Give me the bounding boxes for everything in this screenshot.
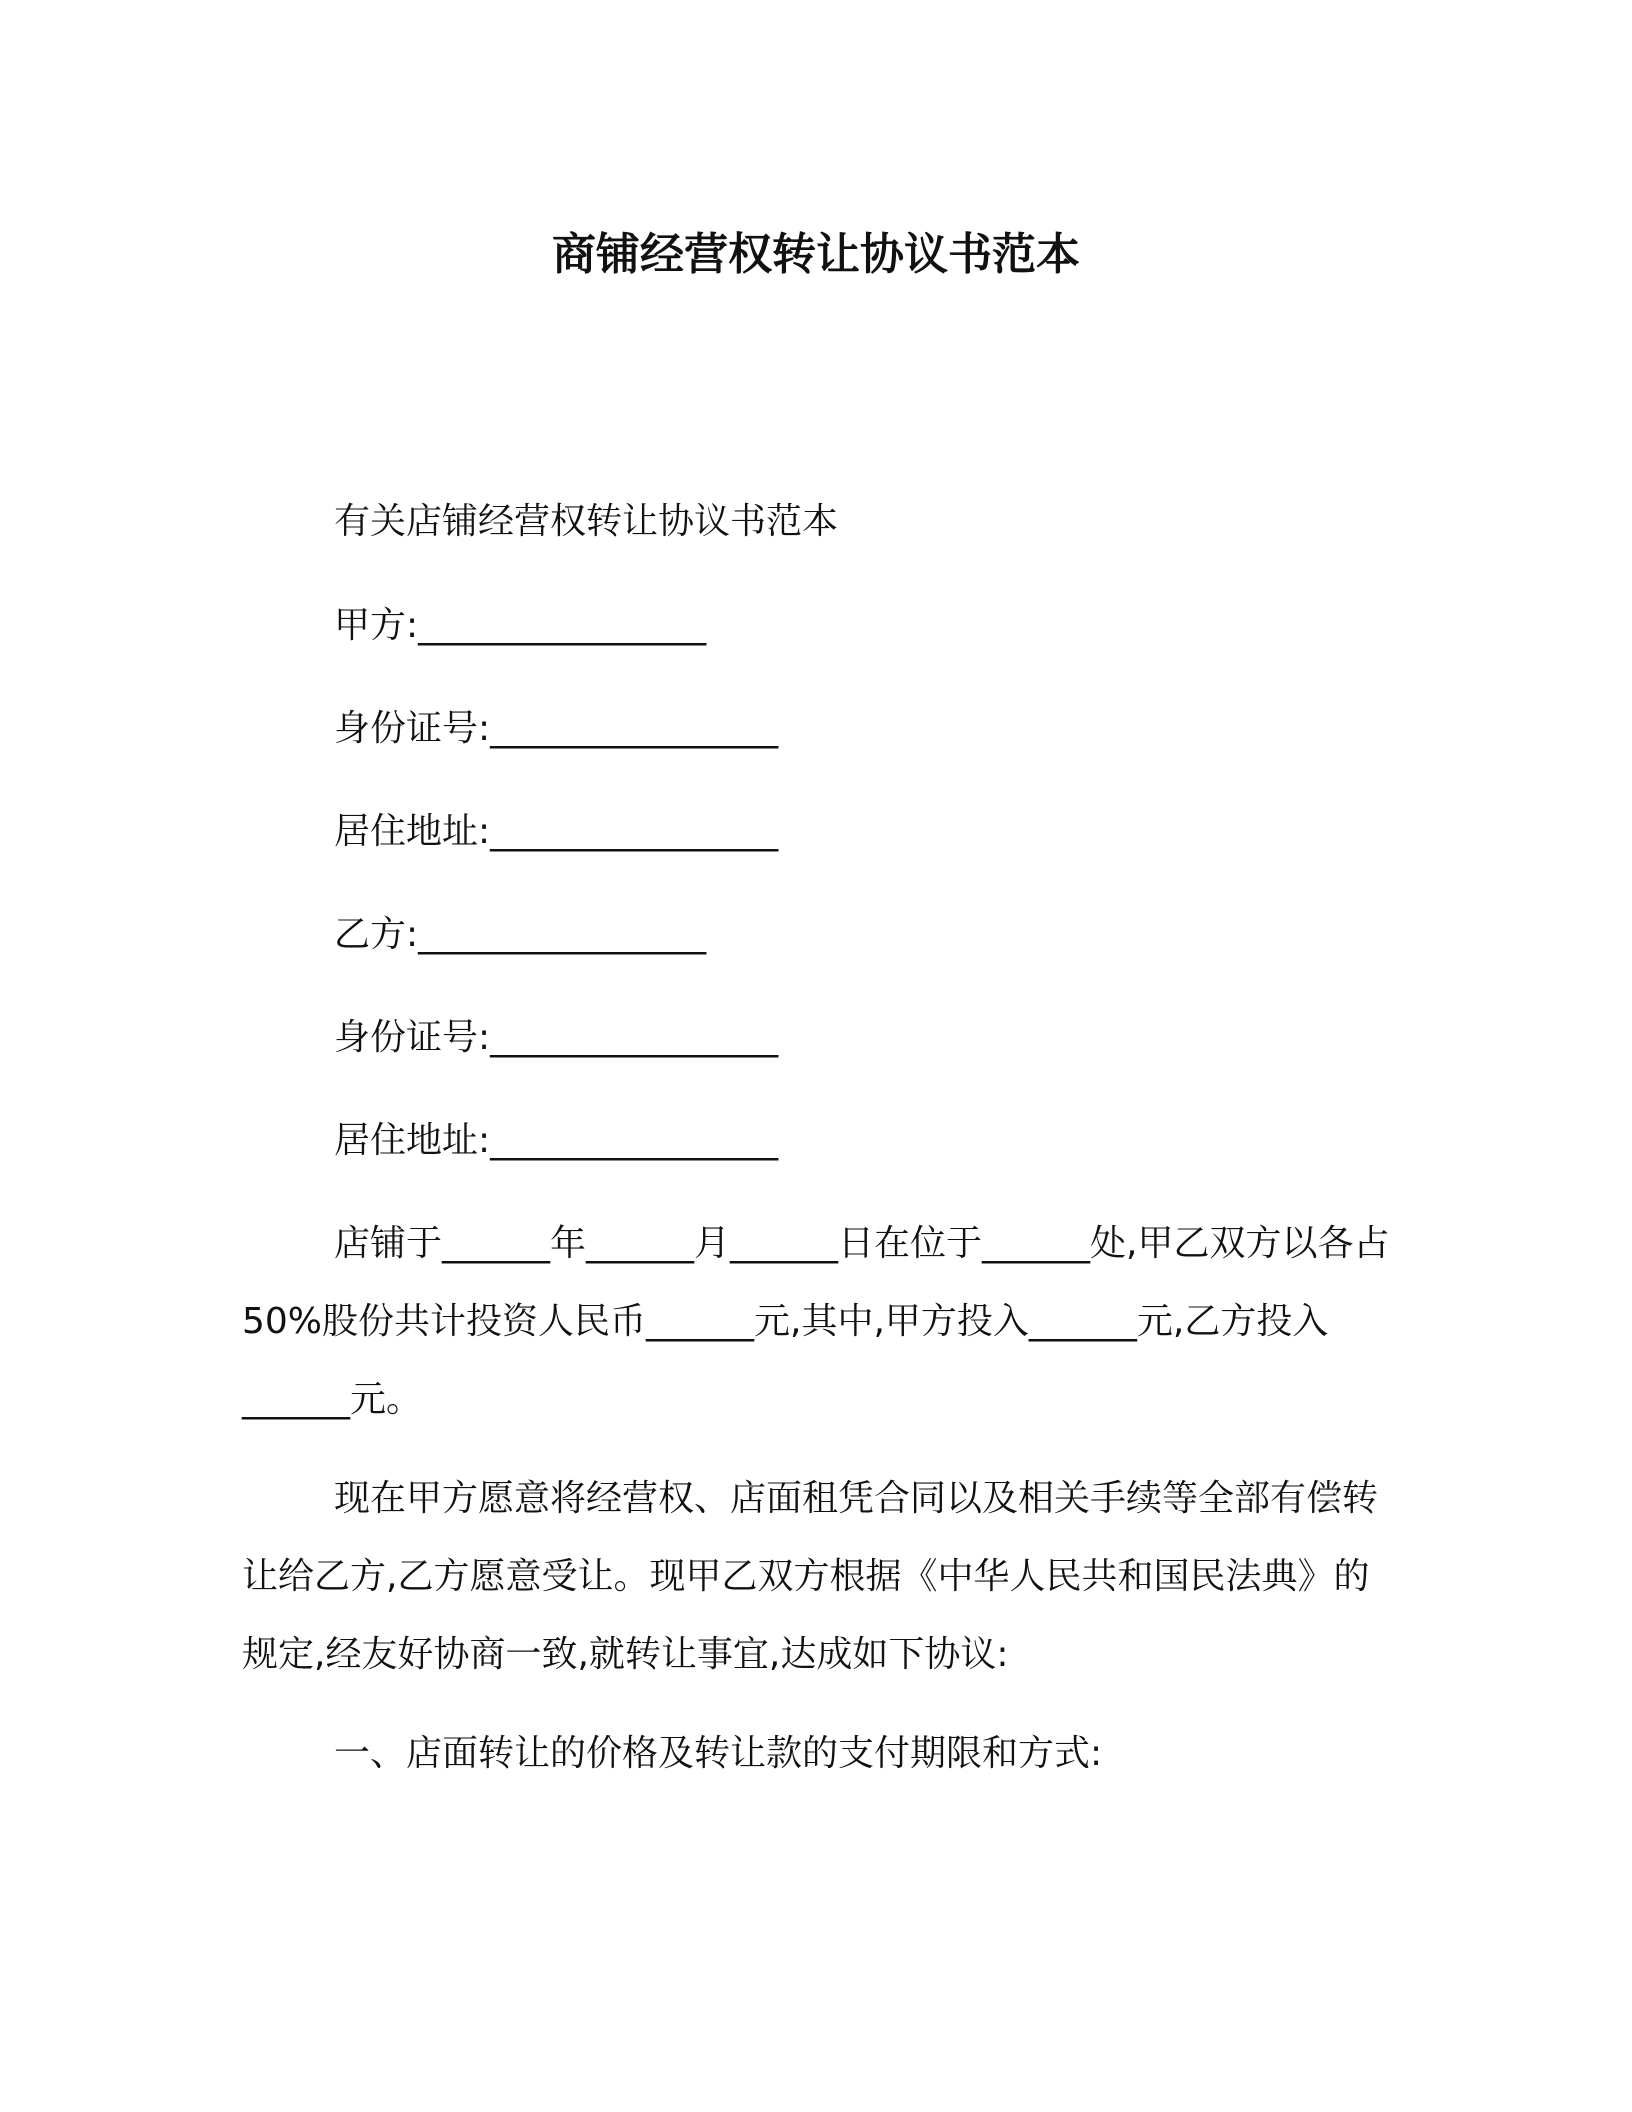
party-b-address-field: 居住地址:________________ — [334, 1120, 779, 1161]
party-a-address-field: 居住地址:________________ — [334, 811, 779, 852]
document-title: 商铺经营权转让协议书范本 — [552, 229, 1080, 280]
transfer-paragraph: 现在甲方愿意将经营权、店面租凭合同以及相关手续等全部有偿转让给乙方,乙方愿意受让。现甲乙双方根据《中华人民共和国民法典》的规定,经友好协商一致,就转让事宜,达成如下协议: — [242, 1478, 1379, 1675]
document-subtitle: 有关店铺经营权转让协议书范本 — [334, 501, 839, 542]
party-b-id-field: 身份证号:________________ — [334, 1017, 779, 1058]
section-1-heading: 一、店面转让的价格及转让款的支付期限和方式: — [334, 1733, 1103, 1774]
investment-paragraph: 店铺于______年______月______日在位于______处,甲乙双方以各占 50%股份共计投资人民币______元,其中,甲方投入______元,乙方投入______元。 — [242, 1223, 1390, 1420]
party-a-field: 甲方:________________ — [334, 605, 707, 646]
party-a-id-field: 身份证号:________________ — [334, 708, 779, 749]
party-b-field: 乙方:________________ — [334, 914, 707, 955]
